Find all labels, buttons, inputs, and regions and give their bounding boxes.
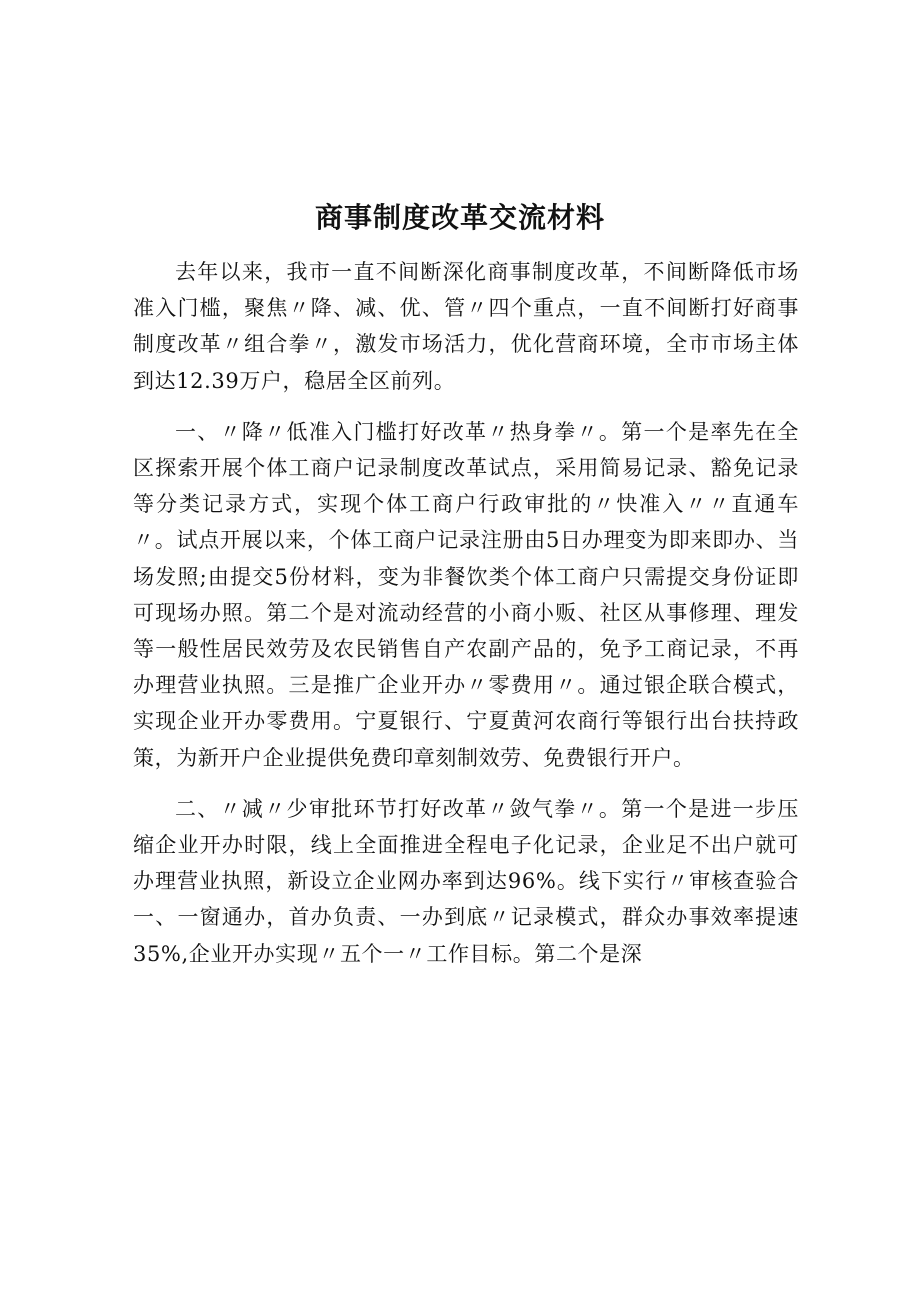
- paragraph-section-2: 二、〃减〃少审批环节打好改革〃敛气拳〃。第一个是进一步压缩企业开办时限，线上全面推进全程电子化记录，企业足不出户就可办理营业执照，新设立企业网办率到达96%。线下实行〃审核查验合一、一窗通办，首办负责、一办到底〃记录模式，群众办事效率提速35%,企业开办实现〃五个一〃工作目标。第二个是深: [133, 796, 799, 966]
- paragraph-intro: 去年以来，我市一直不间断深化商事制度改革，不间断降低市场准入门槛，聚焦〃降、减、优、管〃四个重点，一直不间断打好商事制度改革〃组合拳〃，激发市场活力，优化营商环境，全市市场主体到达12.39万户，稳居全区前列。: [133, 260, 799, 393]
- document-title: 商事制度改革交流材料: [314, 201, 605, 234]
- paragraph-section-1: 一、〃降〃低准入门槛打好改革〃热身拳〃。第一个是率先在全区探索开展个体工商户记录制度改革试点，采用简易记录、豁免记录等分类记录方式，实现个体工商户行政审批的〃快准入〃〃直通车〃。试点开展以来，个体工商户记录注册由5日办理变为即来即办、当场发照;由提交5份材料，变为非餐饮类个体工商户只需提交身份证即可现场办照。第二个是对流动经营的小商小贩、社区从事修理、理发等一般性居民效劳及农民销售自产农副产品的，免予工商记录，不再办理营业执照。三是推广企业开办〃零费用〃。通过银企联合模式，实现企业开办零费用。宁夏银行、宁夏黄河农商行等银行出台扶持政策，为新开户企业提供免费印章刻制效劳、免费银行开户。: [133, 419, 799, 770]
- document-body: [133, 254, 799, 987]
